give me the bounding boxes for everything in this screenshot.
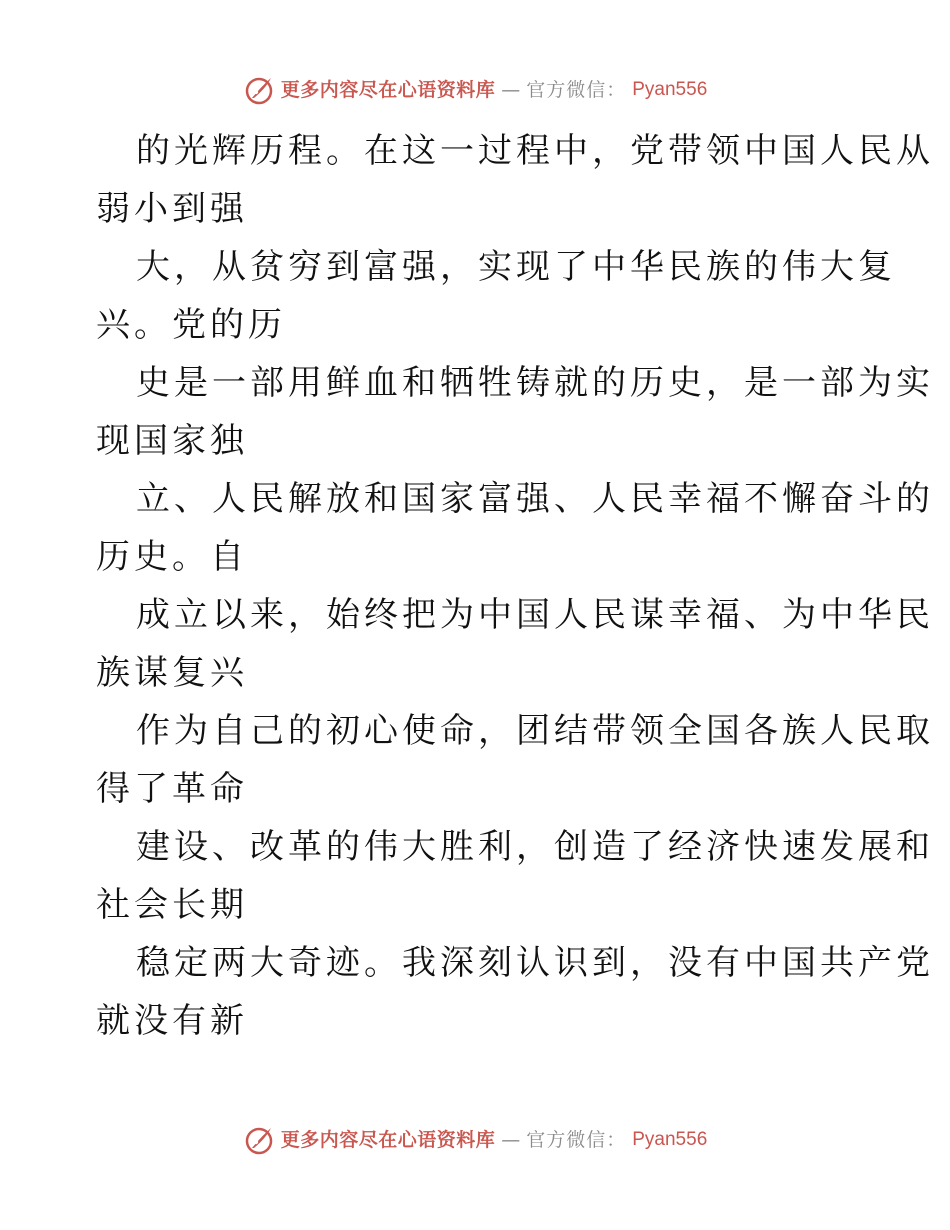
body-line: 历史。自 xyxy=(96,537,248,577)
body-line: 弱小到强 xyxy=(96,189,248,229)
body-line: 就没有新 xyxy=(96,1001,248,1041)
document-body xyxy=(96,122,934,1050)
watermark-brand: 更多内容尽在心语资料库 xyxy=(280,79,496,101)
body-line: 兴。党的历 xyxy=(96,305,286,345)
body-line: 稳定两大奇迹。我深刻认识到，没有中国共产党 xyxy=(136,943,934,983)
body-line: 史是一部用鲜血和牺牲铸就的历史，是一部为实 xyxy=(136,363,934,403)
body-line: 社会长期 xyxy=(96,885,248,925)
watermark-label: 官方微信： xyxy=(526,79,627,101)
watermark-separator: — xyxy=(501,79,521,101)
watermark-wechat-id: Pyan556 xyxy=(632,1129,708,1150)
body-line: 大，从贫穷到富强，实现了中华民族的伟大复 xyxy=(136,247,896,287)
body-line: 建设、改革的伟大胜利，创造了经济快速发展和 xyxy=(136,827,934,867)
body-line: 立、人民解放和国家富强、人民幸福不懈奋斗的 xyxy=(136,479,934,519)
quill-logo-icon xyxy=(243,1124,275,1156)
footer-watermark xyxy=(0,1124,950,1156)
watermark-wechat-id: Pyan556 xyxy=(632,79,708,100)
body-line: 成立以来，始终把为中国人民谋幸福、为中华民 xyxy=(136,595,934,635)
watermark-label: 官方微信： xyxy=(526,1129,627,1151)
body-line: 作为自己的初心使命，团结带领全国各族人民取 xyxy=(136,711,934,751)
header-watermark xyxy=(0,74,950,106)
body-line: 的光辉历程。在这一过程中，党带领中国人民从 xyxy=(136,131,934,171)
body-line: 现国家独 xyxy=(96,421,248,461)
quill-logo-icon xyxy=(243,74,275,106)
body-line: 族谋复兴 xyxy=(96,653,248,693)
body-line: 得了革命 xyxy=(96,769,248,809)
watermark-brand: 更多内容尽在心语资料库 xyxy=(280,1129,496,1151)
watermark-separator: — xyxy=(501,1129,521,1151)
